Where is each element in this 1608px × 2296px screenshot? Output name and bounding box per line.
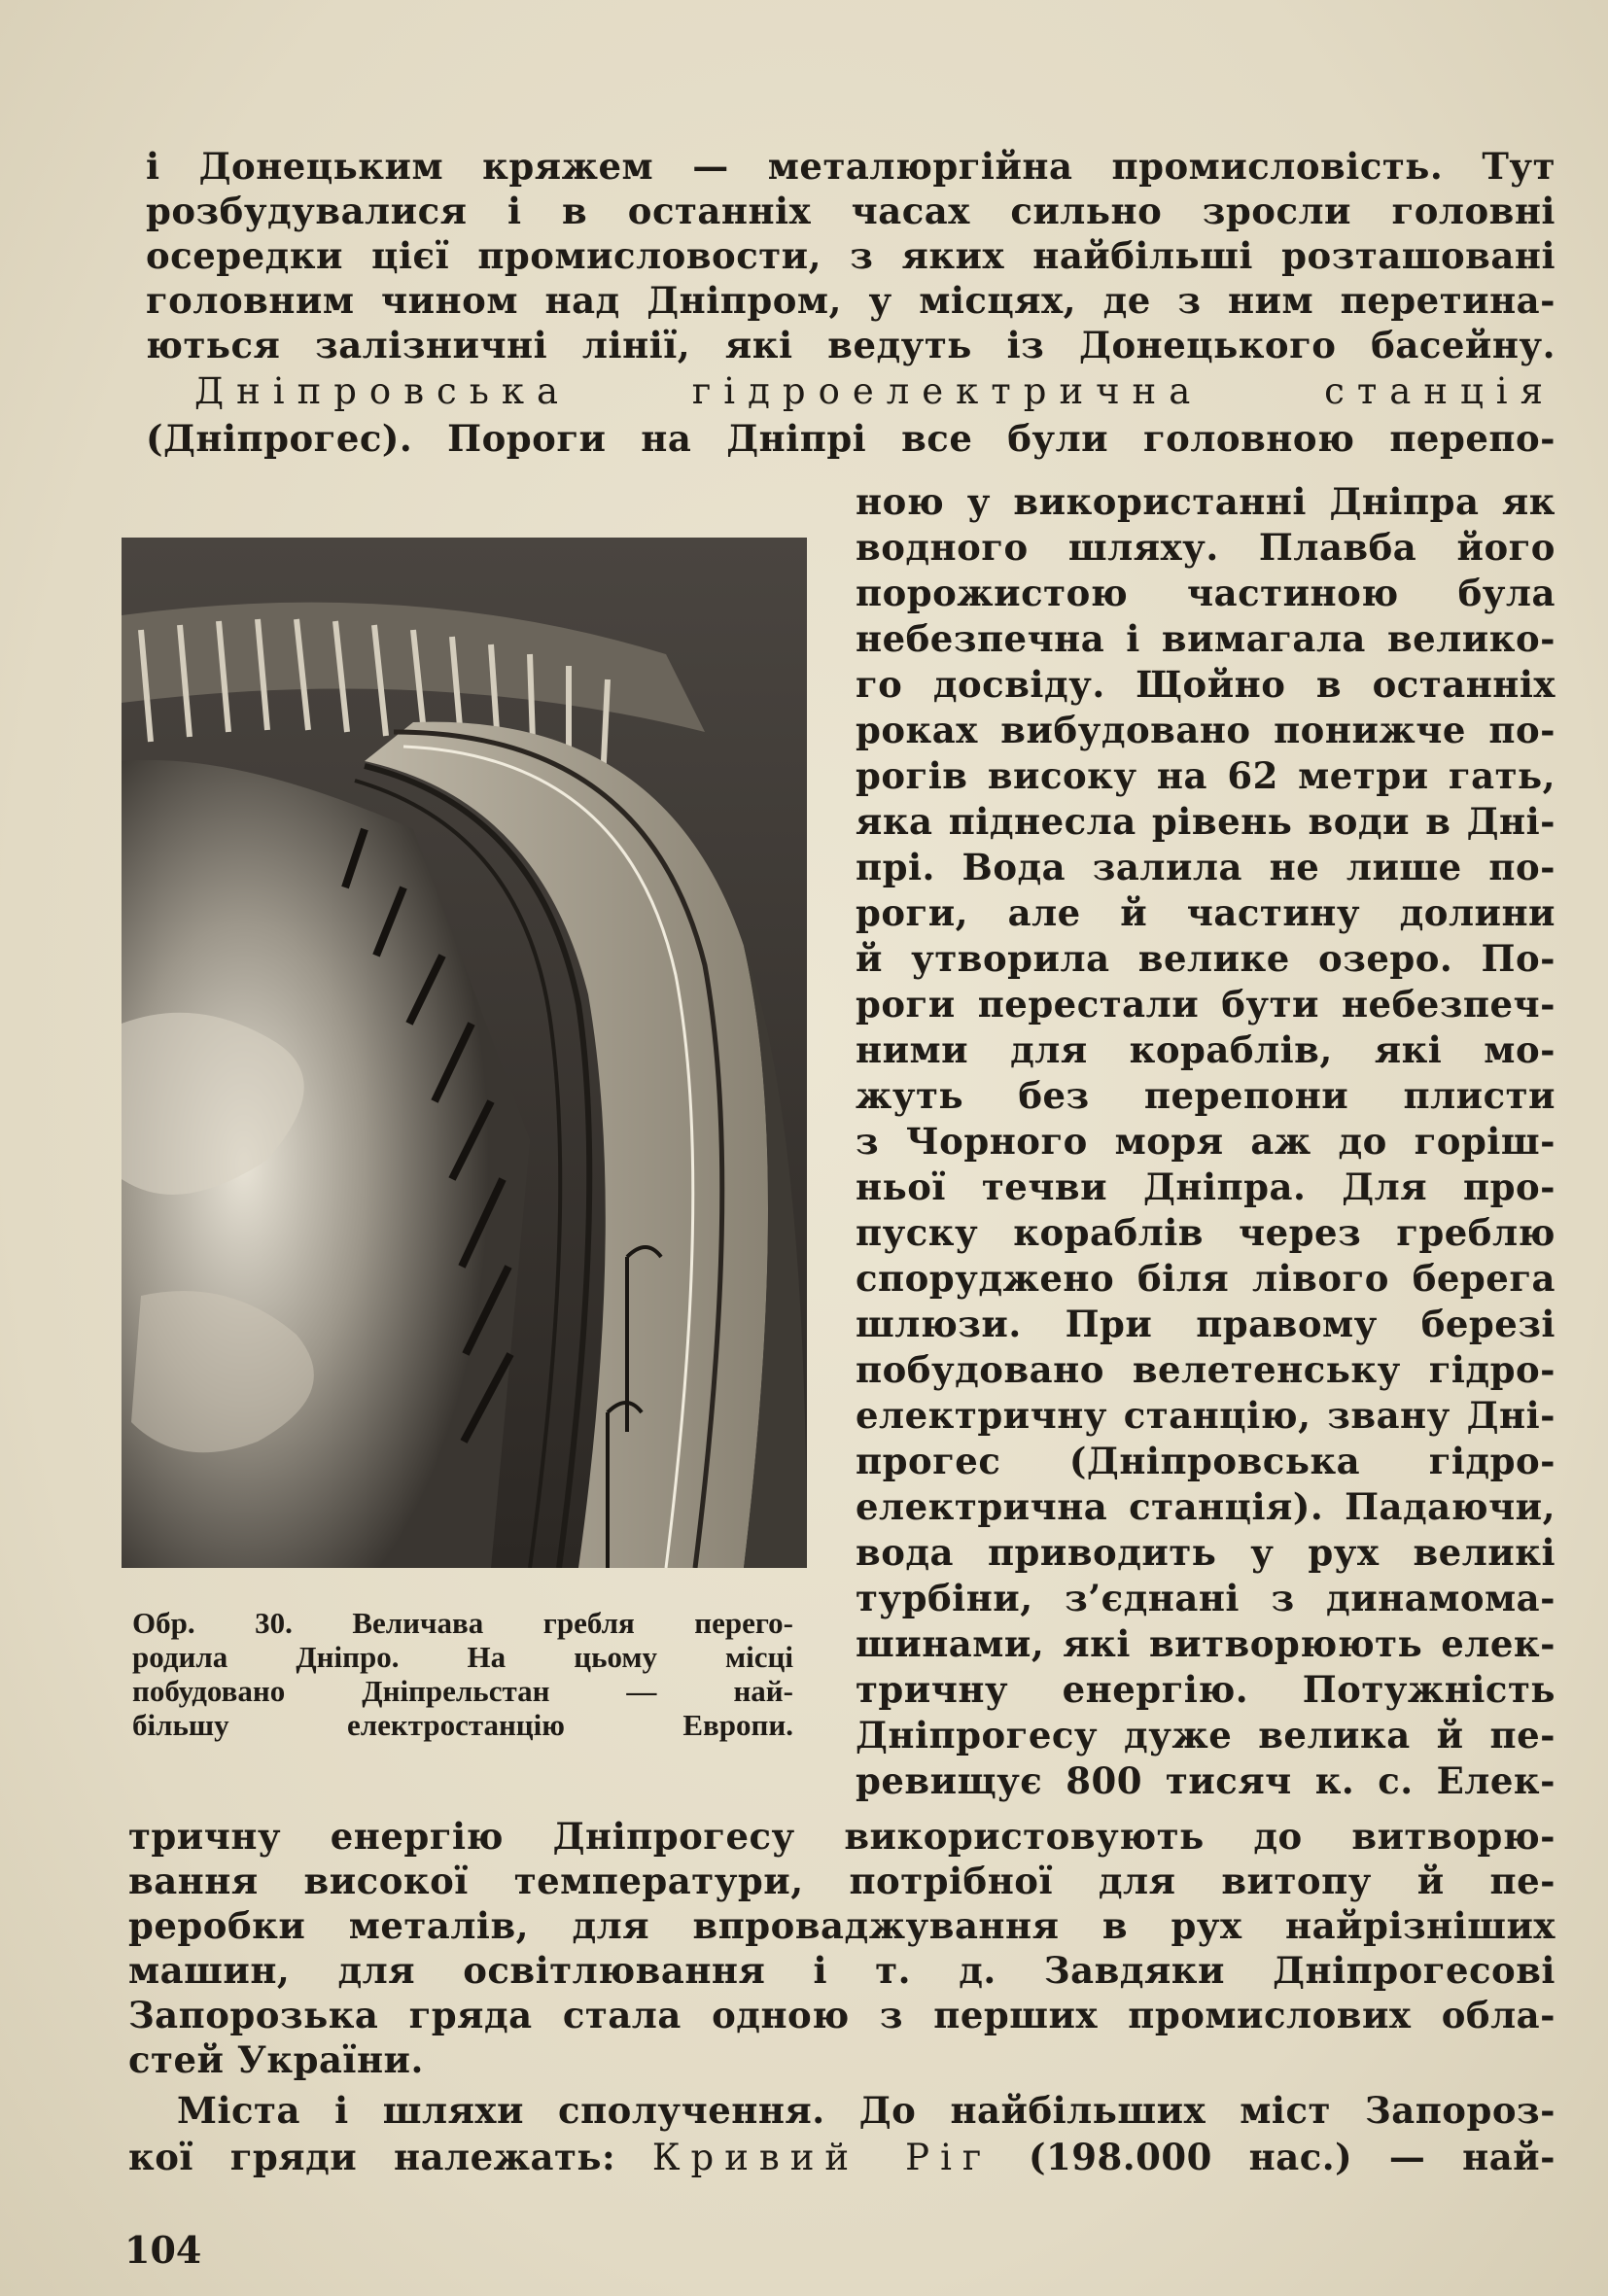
text-line: з Чорного моря аж до горіш- <box>856 1120 1556 1163</box>
text-line: го досвіду. Щойно в останніх <box>856 663 1556 706</box>
text-line: (Дніпрогес). Пороги на Дніпрі все були головною перепо- <box>146 417 1556 460</box>
text-line: турбіни, з’єднані з динамома- <box>856 1577 1556 1619</box>
text-line: Запорозька гряда стала одною з перших промислових обла- <box>128 1994 1556 2036</box>
subsection-line <box>128 2135 1556 2180</box>
text-line: Дніпрогесу дуже велика й пе- <box>856 1714 1556 1757</box>
subsection-text: До найбільших міст Запороз- <box>824 2089 1556 2132</box>
text-line: споруджено біля лівого берега <box>856 1257 1556 1300</box>
text-line: й утворила велике озеро. По- <box>856 937 1556 980</box>
text-line: рогів високу на 62 метри гать, <box>856 754 1556 797</box>
text-line: ються залізничні лінії, які ведуть із Донецького басейну. <box>146 324 1556 366</box>
text-line: небезпечна і вимагала велико- <box>856 617 1556 660</box>
text-line: вання високої температури, потрібної для витопу й пе- <box>128 1860 1556 1902</box>
subsection-line <box>177 2088 1556 2133</box>
subsection-text: (198.000 нас.) — най- <box>992 2136 1556 2178</box>
text-line: роги, але й частину долини <box>856 891 1556 934</box>
dam-photo <box>122 538 807 1568</box>
text-line: водного шляху. Плавба його <box>856 526 1556 569</box>
section-heading: Дніпровська гідроелектрична станція <box>194 370 1556 412</box>
text-line: роги перестали бути небезпеч- <box>856 983 1556 1026</box>
text-line: розбудувалися і в останніх часах сильно зросли головні <box>146 190 1556 232</box>
figure-caption <box>132 1606 793 1742</box>
text-line: осередки цієї промисловости, з яких найбільші розташовані <box>146 234 1556 277</box>
caption-line: Обр. 30. Величава гребля перего- <box>132 1606 793 1640</box>
text-line: пуску кораблів через греблю <box>856 1211 1556 1254</box>
text-line: ревищує 800 тисяч к. с. Елек- <box>856 1759 1556 1802</box>
text-line: порожистою частиною була <box>856 572 1556 614</box>
text-line: ною у використанні Дніпра як <box>856 480 1556 523</box>
text-line: роках вибудовано понижче по- <box>856 709 1556 751</box>
text-line: прогес (Дніпровська гідро- <box>856 1440 1556 1482</box>
text-line: жуть без перепони плисти <box>856 1074 1556 1117</box>
text-line: електрична станція). Падаючи, <box>856 1485 1556 1528</box>
caption-line: більшу електростанцію Европи. <box>132 1708 793 1742</box>
text-line: побудовано велетенську гідро- <box>856 1348 1556 1391</box>
caption-line: побудовано Дніпрельстан — най- <box>132 1674 793 1708</box>
text-line: шлюзи. При правому березі <box>856 1303 1556 1345</box>
text-line: реробки металів, для впроваджування в рух найрізніших <box>128 1904 1556 1947</box>
text-line: ньої течви Дніпра. Для про- <box>856 1165 1556 1208</box>
text-line: яка піднесла рівень води в Дні- <box>856 800 1556 843</box>
text-line: машин, для освітлювання і т. д. Завдяки Дніпрогесові <box>128 1949 1556 1992</box>
text-line: ними для кораблів, які мо- <box>856 1028 1556 1071</box>
caption-line: родила Дніпро. На цьому місці <box>132 1640 793 1674</box>
page-number: 104 <box>124 2228 202 2272</box>
text-line: тричну енергію Дніпрогесу використовують до витворю- <box>128 1815 1556 1858</box>
text-line: вода приводить у рух великі <box>856 1531 1556 1574</box>
city-name: Кривий Ріг <box>651 2137 993 2178</box>
text-line: шинами, які витворюють елек- <box>856 1622 1556 1665</box>
subsection-text: кої гряди належать: <box>128 2136 652 2178</box>
text-line: електричну станцію, звану Дні- <box>856 1394 1556 1437</box>
text-line: головним чином над Дніпром, у місцях, де з ним перетина- <box>146 279 1556 322</box>
text-line: тричну енергію. Потужність <box>856 1668 1556 1711</box>
subsection-heading: Міста і шляхи сполучення. <box>177 2089 825 2132</box>
text-line: стей України. <box>128 2038 424 2081</box>
text-line: прі. Вода залила не лише по- <box>856 846 1556 888</box>
text-line: і Донецьким кряжем — металюргійна промисловість. Тут <box>146 145 1556 188</box>
